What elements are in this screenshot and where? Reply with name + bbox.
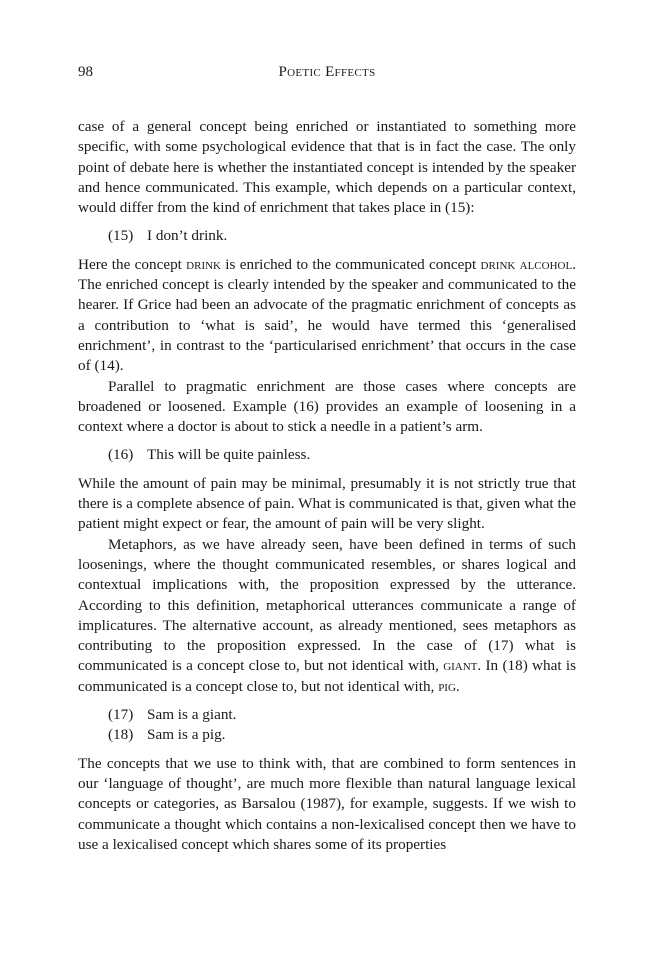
page-number: 98 xyxy=(78,64,93,80)
example-text: I don’t drink. xyxy=(147,227,228,245)
example-number: (18) xyxy=(108,726,134,744)
paragraph-5 xyxy=(78,535,576,697)
example-number: (17) xyxy=(108,706,134,724)
paragraph-3: Parallel to pragmatic enrichment are those cases where concepts are broadened or loosened. Example (16) provides an example of loosening in a context where a doctor is about to stick a needle in a patient’s arm. xyxy=(78,377,576,436)
text-run: . The enriched concept is clearly intended by the speaker and communicated to the hearer. If Grice had been an advocate of the pragmatic enrichment of concepts as a contribution to ‘what is said’, he would have termed this ‘generalised enrichment’, in contrast to the ‘particularised enrichment’ that occurs in the case of (14). xyxy=(78,255,576,375)
text-run: . xyxy=(455,677,460,695)
small-caps-concept: pig xyxy=(438,677,456,695)
paragraph-6: The concepts that we use to think with, that are combined to form sentences in our ‘language of thought’, are much more flexible than natural language lexical concepts or categories, as Barsalou (1987), for example, suggests. If we wish to communicate a thought which contains a non-lexicalised concept then we have to use a lexicalised concept which shares some of its properties xyxy=(78,754,576,853)
body-text xyxy=(78,117,576,855)
example-18 xyxy=(78,725,576,745)
example-15 xyxy=(78,226,576,246)
example-text: Sam is a giant. xyxy=(147,706,237,724)
example-16 xyxy=(78,445,576,465)
text-run: . In (18) what is communicated is a concept close to, but not identical with, xyxy=(78,657,576,695)
text-run: Metaphors, as we have already seen, have been defined in terms of such loosenings, where the thought communicated resembles, or shares logical and contextual implications with, the proposition expressed by the utterance. According to this definition, metaphorical utterances communicate a range of implicatures. The alternative account, as already mentioned, sees metaphors as contributing to the proposition expressed. In the case of (17) what is communicated is a concept close to, but not identical with, xyxy=(78,535,576,675)
example-17 xyxy=(78,705,576,725)
example-text: This will be quite painless. xyxy=(147,446,311,464)
example-number: (16) xyxy=(108,446,134,464)
paragraph-1: case of a general concept being enriched or instantiated to something more specific, with some psychological evidence that that is in fact the case. The only point of debate here is whether the instantiated concept is intended by the speaker and hence communicated. This example, which depends on a particular context, would differ from the kind of enrichment that takes place in (15): xyxy=(78,118,576,217)
example-number: (15) xyxy=(108,227,134,245)
small-caps-concept: drink xyxy=(186,255,222,273)
paragraph-4: While the amount of pain may be minimal, presumably it is not strictly true that there is a complete absence of pain. What is communicated is that, given what the patient might expect or fear, the amount of pain will be very slight. xyxy=(78,474,576,533)
page-header xyxy=(78,64,576,86)
text-run: is enriched to the communicated concept xyxy=(221,255,481,273)
small-caps-concept: giant xyxy=(443,657,478,675)
running-head: Poetic Effects xyxy=(278,64,376,80)
paragraph-2 xyxy=(78,255,576,377)
small-caps-concept: drink alcohol xyxy=(480,255,573,273)
text-run: Here the concept xyxy=(78,255,187,273)
book-page xyxy=(78,64,576,855)
example-text: Sam is a pig. xyxy=(147,726,226,744)
